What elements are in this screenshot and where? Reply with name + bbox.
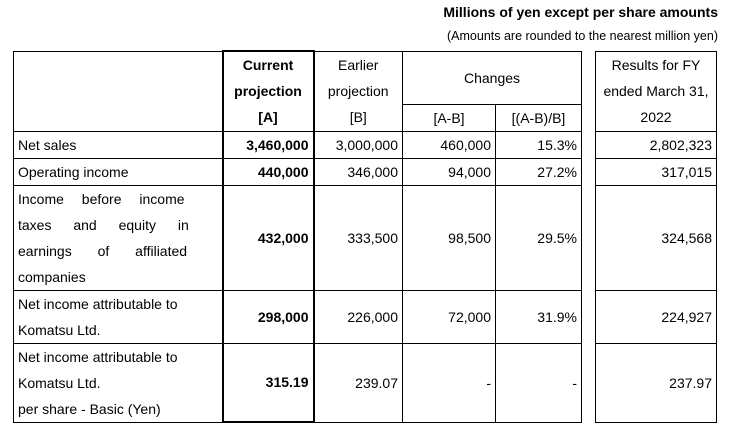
header-results-fy: Results for FY ended March 31, 2022 — [596, 51, 717, 131]
current-value: 298,000 — [223, 290, 314, 343]
row-label: Net income attributable to Komatsu Ltd. per share - Basic (Yen) — [14, 343, 223, 422]
header-diff-code: [A-B] — [403, 104, 496, 131]
header-current-code: [A] — [223, 104, 314, 131]
pct-value: 29.5% — [496, 185, 582, 290]
earlier-value: 333,500 — [314, 185, 403, 290]
earlier-value: 346,000 — [314, 158, 403, 185]
results-value: 324,568 — [596, 185, 717, 290]
header-blank-cell-bottom — [14, 104, 223, 131]
results-value: 224,927 — [596, 290, 717, 343]
row-label: Net sales — [14, 131, 223, 158]
pct-value: - — [496, 343, 582, 422]
diff-value: 98,500 — [403, 185, 496, 290]
gap-column — [582, 51, 596, 131]
projection-table — [13, 50, 717, 423]
table-row — [14, 185, 717, 290]
rounding-note: (Amounts are rounded to the nearest million yen) — [447, 29, 718, 43]
earlier-value: 3,000,000 — [314, 131, 403, 158]
pct-value: 27.2% — [496, 158, 582, 185]
current-value: 315.19 — [223, 343, 314, 422]
header-current-projection: Current projection — [223, 51, 314, 104]
header-earlier-code: [B] — [314, 104, 403, 131]
results-value: 317,015 — [596, 158, 717, 185]
earlier-value: 226,000 — [314, 290, 403, 343]
diff-value: - — [403, 343, 496, 422]
results-value: 237.97 — [596, 343, 717, 422]
current-value: 3,460,000 — [223, 131, 314, 158]
diff-value: 460,000 — [403, 131, 496, 158]
row-label: Net income attributable to Komatsu Ltd. — [14, 290, 223, 343]
header-earlier-projection: Earlier projection — [314, 51, 403, 104]
diff-value: 72,000 — [403, 290, 496, 343]
table-row — [14, 343, 717, 422]
current-value: 432,000 — [223, 185, 314, 290]
earlier-value: 239.07 — [314, 343, 403, 422]
row-label: Operating income — [14, 158, 223, 185]
header-changes: Changes — [403, 51, 582, 104]
table-row — [14, 131, 717, 158]
current-value: 440,000 — [223, 158, 314, 185]
results-value: 2,802,323 — [596, 131, 717, 158]
units-caption: Millions of yen except per share amounts — [443, 4, 718, 20]
diff-value: 94,000 — [403, 158, 496, 185]
header-blank-cell — [14, 51, 223, 104]
row-label: Income before income taxes and equity in earnings of affiliated companies — [14, 185, 223, 290]
pct-value: 31.9% — [496, 290, 582, 343]
header-pct-code: [(A-B)/B] — [496, 104, 582, 131]
table-row — [14, 290, 717, 343]
pct-value: 15.3% — [496, 131, 582, 158]
table-row — [14, 158, 717, 185]
